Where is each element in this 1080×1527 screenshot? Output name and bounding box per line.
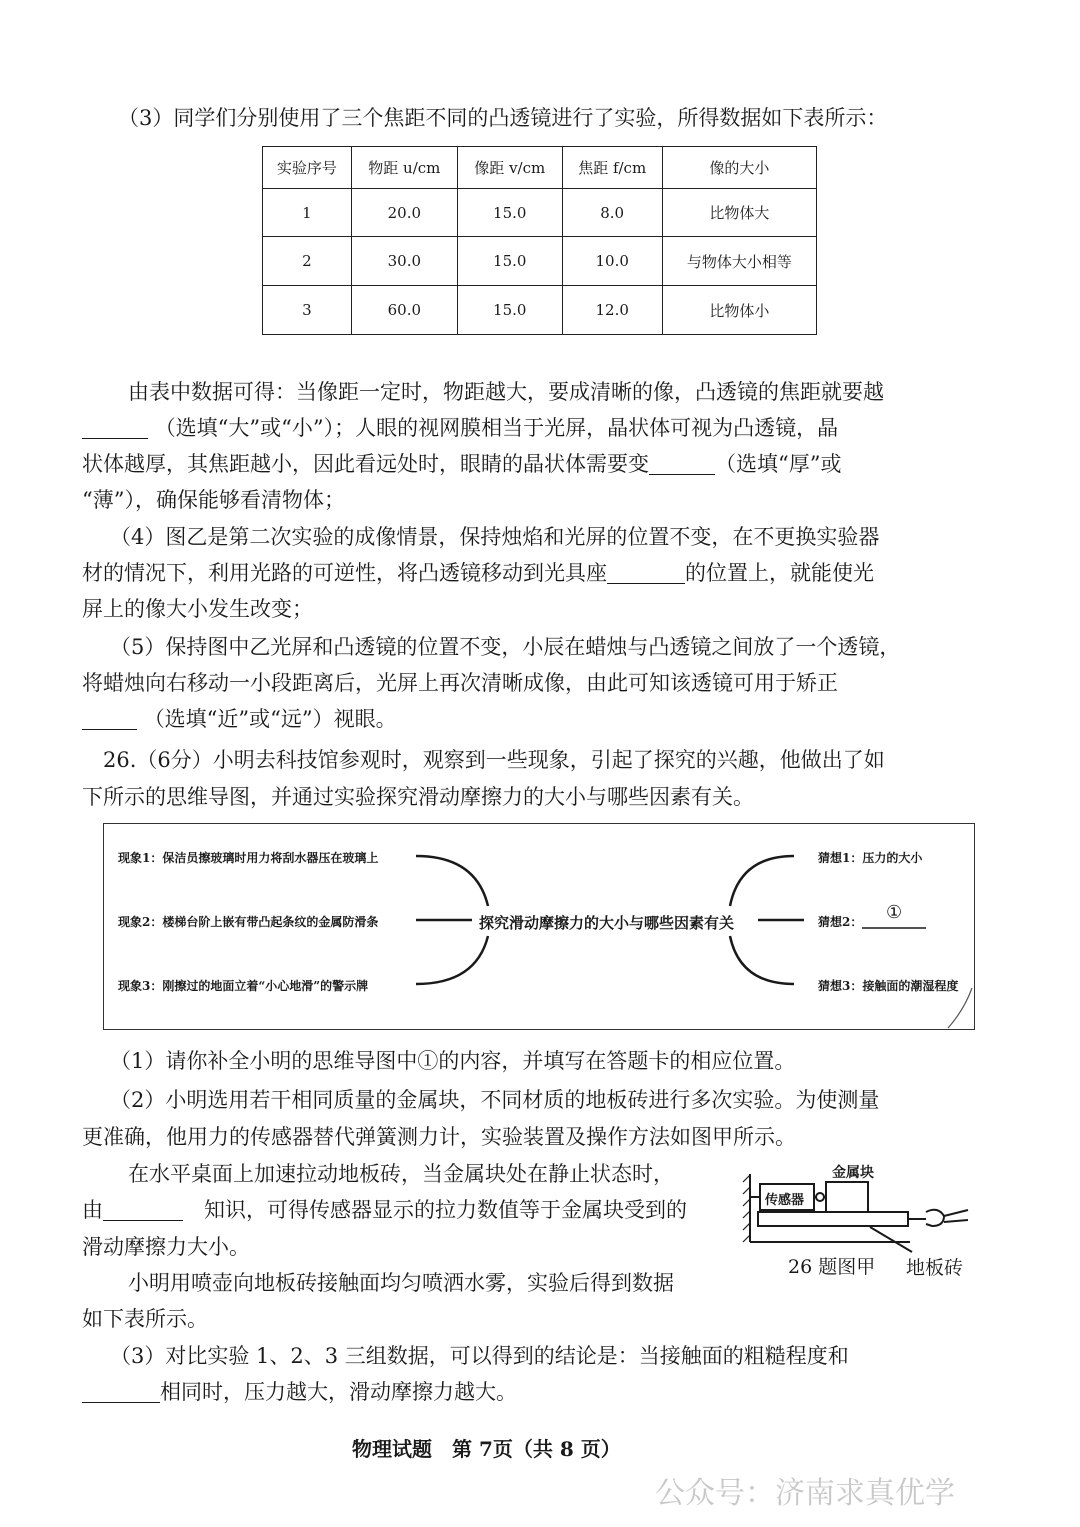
phenomenon-2: 现象2：楼梯台阶上嵌有带凸起条纹的金属防滑条 xyxy=(118,915,379,929)
p2-text: 知识，可得传感器显示的拉力数值等于金属块受到的 xyxy=(204,1198,687,1222)
floor-tile xyxy=(758,1212,908,1226)
table-cell: 15.0 xyxy=(457,237,562,286)
q26-intro-line-2: 下所示的思维导图，并通过实验探究滑动摩擦力的大小与哪些因素有关。 xyxy=(82,785,754,809)
q26-p2-line-2: 更准确，他用力的传感器替代弹簧测力计，实验装置及操作方法如图甲所示。 xyxy=(82,1125,796,1149)
q25-p5-line-2: 将蜡烛向右移动一小段距离后，光屏上再次清晰成像，由此可知该透镜可用于矫正 xyxy=(82,671,838,695)
p3-text: 相同时，压力越大，滑动摩擦力越大。 xyxy=(160,1380,517,1404)
conclusion-text: 状体越厚，其焦距越小，因此看远处时，眼睛的晶状体需要变 xyxy=(82,452,649,476)
answer-blank[interactable] xyxy=(649,452,715,475)
connector-line xyxy=(730,936,794,984)
q26-intro-line-1: 26.（6分）小明去科技馆参观时，观察到一些现象，引起了探究的兴趣，他做出了如 xyxy=(103,748,885,772)
q25-p4-line-2 xyxy=(82,559,874,587)
q26-p2-line-1: （2）小明选用若干相同质量的金属块，不同材质的地板砖进行多次实验。为使测量 xyxy=(110,1088,880,1112)
metal-block-label: 金属块 xyxy=(832,1165,874,1181)
p4-text: 材的情况下，利用光路的可逆性，将凸透镜移动到光具座 xyxy=(82,561,607,585)
watermark: 公众号：济南求真优学 xyxy=(655,1476,955,1511)
conclusion-text: （选填“厚”或 xyxy=(715,452,842,476)
table-cell: 15.0 xyxy=(457,188,562,237)
conclusion-line-1: 由表中数据可得：当像距一定时，物距越大，要成清晰的像，凸透镜的焦距就要越 xyxy=(128,380,884,404)
conclusion-text: （选填“大”或“小”）；人眼的视网膜相当于光屏，晶状体可视为凸透镜，晶 xyxy=(154,416,839,440)
table-cell: 15.0 xyxy=(457,286,562,335)
guess-2: 猜想2： xyxy=(818,915,863,929)
answer-blank[interactable] xyxy=(82,1380,160,1403)
conclusion-line-4: “薄”），确保能够看清物体； xyxy=(82,488,345,512)
answer-blank[interactable] xyxy=(82,707,137,730)
table-cell: 比物体大 xyxy=(662,188,816,237)
phenomenon-1: 现象1：保洁员擦玻璃时用力将刮水器压在玻璃上 xyxy=(118,851,379,865)
metal-block xyxy=(826,1182,868,1212)
p2-text: 由 xyxy=(82,1198,103,1222)
table-header: 实验序号 xyxy=(263,147,352,189)
guess-3: 猜想3：接触面的潮湿程度 xyxy=(818,979,959,993)
table-cell: 与物体大小相等 xyxy=(662,237,816,286)
answer-blank[interactable] xyxy=(103,1198,183,1221)
connector-line xyxy=(730,856,794,906)
table-cell: 3 xyxy=(263,286,352,335)
q26-p2-line-6: 小明用喷壶向地板砖接触面均匀喷洒水雾，实验后得到数据 xyxy=(128,1271,674,1295)
answer-blank[interactable] xyxy=(82,416,148,439)
table-cell: 比物体小 xyxy=(662,286,816,335)
q25-p4-line-1: （4）图乙是第二次实验的成像情景，保持烛焰和光屏的位置不变，在不更换实验器 xyxy=(110,525,880,549)
q26-p1: （1）请你补全小明的思维导图中①的内容，并填写在答题卡的相应位置。 xyxy=(110,1049,796,1073)
conclusion-line-3 xyxy=(82,450,841,478)
table-cell: 8.0 xyxy=(562,188,662,237)
paper-curl xyxy=(948,988,972,1028)
table-cell: 1 xyxy=(263,188,352,237)
table-header: 像距 v/cm xyxy=(457,147,562,189)
q25-p5-line-3 xyxy=(82,705,397,733)
page-footer: 物理试题 第 7页（共 8 页） xyxy=(352,1437,621,1461)
answer-blank[interactable] xyxy=(607,561,685,584)
apparatus-figure xyxy=(740,1160,975,1280)
p5-text: （选填“近”或“远”）视眼。 xyxy=(143,707,397,731)
table-header: 像的大小 xyxy=(662,147,816,189)
sensor-label: 传感器 xyxy=(765,1193,805,1208)
q26-p2-line-5: 滑动摩擦力大小。 xyxy=(82,1235,250,1259)
floor-tile-label: 地板砖 xyxy=(906,1257,964,1279)
table-cell: 20.0 xyxy=(351,188,457,237)
table-cell: 30.0 xyxy=(351,237,457,286)
q26-p2-line-3: 在水平桌面上加速拉动地板砖，当金属块处在静止状态时， xyxy=(128,1162,674,1186)
table-cell: 10.0 xyxy=(562,237,662,286)
guess-1: 猜想1：压力的大小 xyxy=(818,851,923,865)
mind-map xyxy=(103,823,975,1030)
guess-2-mark: ① xyxy=(886,902,903,923)
table-header: 物距 u/cm xyxy=(351,147,457,189)
table-header: 焦距 f/cm xyxy=(562,147,662,189)
q25-p3-intro: （3）同学们分别使用了三个焦距不同的凸透镜进行了实验，所得数据如下表所示： xyxy=(118,106,888,130)
table-row xyxy=(263,188,817,237)
conclusion-line-2 xyxy=(82,414,838,442)
mind-map-center-topic: 探究滑动摩擦力的大小与哪些因素有关 xyxy=(479,914,735,932)
table-header-row xyxy=(263,147,817,189)
table-cell: 12.0 xyxy=(562,286,662,335)
q26-p3-line-2 xyxy=(82,1378,517,1406)
table-cell: 2 xyxy=(263,237,352,286)
phenomenon-3: 现象3：刚擦过的地面立着“小心地滑”的警示牌 xyxy=(118,979,369,993)
p4-text: 的位置上，就能使光 xyxy=(685,561,874,585)
q26-p2-line-4 xyxy=(82,1196,687,1224)
lens-data-table xyxy=(262,146,817,335)
q26-p3-line-1: （3）对比实验 1、2、3 三组数据，可以得到的结论是：当接触面的粗糙程度和 xyxy=(110,1344,849,1368)
table-row xyxy=(263,237,817,286)
table-row xyxy=(263,286,817,335)
q26-p2-line-7: 如下表所示。 xyxy=(82,1307,208,1331)
connector-line xyxy=(416,936,488,984)
q25-p5-line-1: （5）保持图中乙光屏和凸透镜的位置不变，小辰在蜡烛与凸透镜之间放了一个透镜， xyxy=(110,635,901,659)
table-cell: 60.0 xyxy=(351,286,457,335)
figure-caption: 26 题图甲 xyxy=(788,1256,876,1278)
q25-p4-line-3: 屏上的像大小发生改变； xyxy=(82,597,313,621)
connector-line xyxy=(416,856,488,906)
